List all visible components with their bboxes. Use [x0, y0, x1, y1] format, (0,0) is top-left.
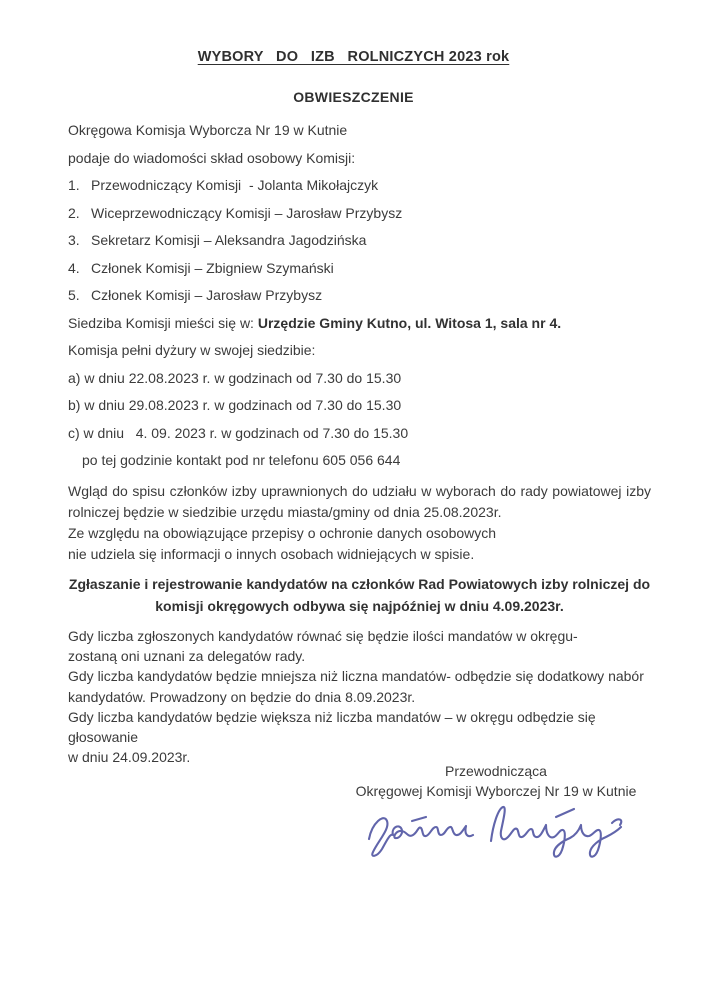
list-item [68, 172, 651, 200]
signature-ink [369, 807, 621, 857]
document-title-text: WYBORY DO IZB ROLNICZYCH 2023 rok [197, 49, 510, 65]
duty-date-a: a) w dniu 22.08.2023 r. w godzinach od 7.30 do 15.30 [68, 369, 402, 386]
list-item [68, 282, 651, 310]
mandates-line: Gdy liczba kandydatów będzie większa niż liczba mandatów – w okręgu odbędzie się głosowanie [68, 708, 600, 746]
list-item [68, 255, 651, 283]
intro-line-1: Okręgowa Komisja Wyborcza Nr 19 w Kutnie [68, 122, 348, 138]
seat-label: Siedziba Komisji mieści się w: [68, 314, 258, 331]
main-section [68, 117, 651, 475]
list-item-text: Członek Komisji – Jarosław Przybysz [91, 287, 323, 303]
duty-date-c: c) w dniu 4. 09. 2023 r. w godzinach od 7.30 do 15.30 [68, 424, 409, 441]
duty-date-b: b) w dniu 29.08.2023 r. w godzinach od 7.30 do 15.30 [68, 397, 402, 413]
signature-org: Okręgowej Komisji Wyborczej Nr 19 w Kutnie [355, 782, 637, 799]
list-item-text: Wiceprzewodniczący Komisji – Jarosław Przybysz [91, 204, 403, 221]
duty-contact-phone: po tej godzinie kontakt pod nr telefonu 605 056 644 [82, 452, 401, 468]
inspection-line-2: Ze względu na obowiązujące przepisy o ochronie danych osobowych [68, 524, 497, 541]
list-item-text: Sekretarz Komisji – Aleksandra Jagodzińska [91, 232, 367, 248]
mandates-line: kandydatów. Prowadzony on będzie do dnia 8.09.2023r. [68, 688, 416, 705]
registration-notice: Zgłaszanie i rejestrowanie kandydatów na członków Rad Powiatowych izby rolniczej do komisji okręgowych odbywa się najpóźniej w dniu 4.09.2023r. [68, 576, 651, 614]
mandates-line: Gdy liczba zgłoszonych kandydatów równać się będzie ilości mandatów w okręgu- [68, 628, 578, 644]
inspection-section [68, 481, 651, 565]
mandates-line: Gdy liczba kandydatów będzie mniejsza niż liczna mandatów- odbędzie się dodatkowy nabór [68, 668, 644, 685]
list-item-number: 1. [68, 177, 80, 193]
document-subtitle: OBWIESZCZENIE [293, 89, 414, 105]
inspection-line-3: nie udziela się informacji o innych osobach widniejących w spisie. [68, 545, 475, 562]
list-item-text: Przewodniczący Komisji - Jolanta Mikołajczyk [91, 177, 379, 193]
list-item-number: 4. [68, 259, 80, 276]
seat-line [68, 310, 651, 338]
list-item-number: 2. [68, 204, 80, 221]
intro-line-2: podaje do wiadomości skład osobowy Komisji: [68, 149, 356, 166]
seat-address: Urzędzie Gminy Kutno, ul. Witosa 1, sala nr 4. [257, 314, 562, 331]
mandates-line: zostaną oni uznani za delegatów rady. [68, 648, 306, 665]
list-item-number: 3. [68, 232, 80, 248]
mandates-section [68, 626, 651, 767]
document-title [0, 49, 707, 65]
list-item [68, 200, 651, 228]
mandates-line: w dniu 24.09.2023r. [68, 749, 191, 766]
signature-role: Przewodnicząca [445, 763, 547, 779]
list-item-number: 5. [68, 287, 80, 303]
list-item [68, 227, 651, 255]
signature-handwriting-icon [360, 795, 640, 867]
inspection-paragraph: Wgląd do spisu członków izby uprawnionych do udziału w wyborach do rady powiatowej izby rolniczej będzie w siedzibie urzędu miasta/gminy od dnia 25.08.2023r. [68, 483, 651, 520]
duty-intro: Komisja pełni dyżury w swojej siedzibie: [68, 342, 316, 358]
list-item-text: Członek Komisji – Zbigniew Szymański [91, 259, 334, 276]
